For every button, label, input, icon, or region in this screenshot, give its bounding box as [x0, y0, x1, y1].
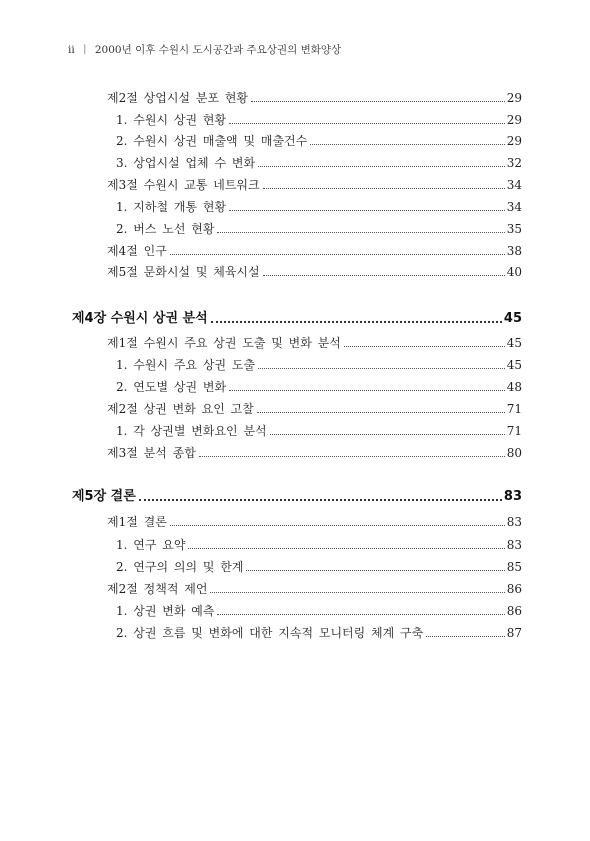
dot-leader	[246, 570, 504, 571]
dot-leader	[211, 321, 502, 323]
dot-leader	[170, 254, 505, 255]
dot-leader	[210, 592, 504, 593]
toc-page-number: 35	[506, 222, 522, 236]
dot-leader	[251, 101, 505, 102]
toc-section-label: 제4절 인구	[107, 244, 167, 258]
toc-page-number: 85	[506, 560, 522, 574]
toc-page-number: 29	[506, 113, 522, 127]
toc-item-label: 1. 상권 변화 예측	[116, 604, 215, 618]
toc-item-label: 2. 연도별 상권 변화	[116, 380, 227, 394]
toc-section-label: 제1절 결론	[107, 515, 167, 529]
toc-item-row	[116, 153, 522, 173]
toc-item-row	[116, 355, 522, 375]
toc-section-row	[107, 443, 522, 463]
dot-leader	[139, 499, 502, 501]
toc-item-row	[116, 623, 522, 643]
dot-leader	[229, 210, 505, 211]
toc-item-row	[116, 377, 522, 397]
toc-item-row	[116, 219, 522, 239]
toc-page-number: 83	[506, 538, 522, 552]
toc-section-row	[107, 579, 522, 599]
dot-leader	[344, 346, 505, 347]
running-header	[68, 42, 341, 58]
toc-page-number: 38	[506, 244, 522, 258]
dot-leader	[310, 144, 505, 145]
toc-section-label: 제2절 상업시설 분포 현황	[107, 91, 248, 105]
toc-page-number: 71	[506, 424, 522, 438]
toc-item-row	[116, 421, 522, 441]
toc-page-number: 87	[506, 626, 522, 640]
toc-item-row	[116, 110, 522, 130]
toc-page-number: 29	[506, 91, 522, 105]
toc-section-label: 제3절 분석 종합	[107, 446, 196, 460]
toc-page-number: 86	[506, 604, 522, 618]
dot-leader	[217, 232, 504, 233]
dot-leader	[426, 636, 505, 637]
document-title: 2000년 이후 수원시 도시공간과 주요상권의 변화양상	[94, 44, 342, 56]
toc-page-number: 34	[506, 178, 522, 192]
toc-page-number: 45	[506, 336, 522, 350]
toc-item-row	[116, 601, 522, 621]
toc-item-label: 1. 각 상권별 변화요인 분석	[116, 424, 267, 438]
toc-section-row	[107, 88, 522, 108]
toc-section-row	[107, 512, 522, 532]
dot-leader	[188, 548, 504, 549]
toc-item-row	[116, 557, 522, 577]
toc-page-number: 83	[506, 515, 522, 529]
dot-leader	[217, 614, 504, 615]
toc-page-number: 40	[506, 265, 522, 279]
toc-page-number: 45	[503, 311, 522, 326]
dot-leader	[170, 525, 505, 526]
toc-page-number: 29	[506, 134, 522, 148]
toc-page-number: 48	[506, 380, 522, 394]
toc-section-label: 제2절 정책적 제언	[107, 582, 208, 596]
dot-leader	[229, 390, 505, 391]
toc-page-number: 71	[506, 402, 522, 416]
toc-item-label: 2. 버스 노선 현황	[116, 222, 215, 236]
toc-page-number: 34	[506, 200, 522, 214]
toc-section-label: 제3절 수원시 교통 네트워크	[107, 178, 260, 192]
dot-leader	[263, 275, 505, 276]
toc-item-label: 2. 상권 흐름 및 변화에 대한 지속적 모니터링 체계 구축	[116, 626, 424, 640]
toc-item-row	[116, 131, 522, 151]
toc-item-row	[116, 197, 522, 217]
dot-leader	[229, 123, 505, 124]
toc-item-row	[116, 535, 522, 555]
dot-leader	[263, 188, 505, 189]
toc-item-label: 1. 지하철 개통 현황	[116, 200, 227, 214]
toc-item-label: 2. 연구의 의의 및 한계	[116, 560, 244, 574]
toc-item-label: 3. 상업시설 업체 수 변화	[116, 156, 256, 170]
toc-section-row	[107, 399, 522, 419]
toc-section-row	[107, 241, 522, 261]
toc-item-label: 1. 연구 요약	[116, 538, 186, 552]
dot-leader	[257, 412, 505, 413]
toc-chapter-row	[72, 487, 522, 507]
toc-page-number: 45	[506, 358, 522, 372]
toc-section-label: 제5절 문화시설 및 체육시설	[107, 265, 260, 279]
toc-item-label: 1. 수원시 주요 상권 도출	[116, 358, 256, 372]
header-separator: ㅣ	[79, 44, 90, 56]
toc-chapter-label: 제4장 수원시 상권 분석	[72, 311, 208, 326]
toc-section-row	[107, 262, 522, 282]
toc-chapter-label: 제5장 결론	[72, 489, 136, 504]
dot-leader	[270, 434, 505, 435]
toc-page-number: 80	[506, 446, 522, 460]
dot-leader	[258, 368, 505, 369]
toc-section-row	[107, 333, 522, 353]
toc-section-label: 제2절 상권 변화 요인 고찰	[107, 402, 254, 416]
toc-page-number: 32	[506, 156, 522, 170]
toc-section-row	[107, 175, 522, 195]
toc-section-label: 제1절 수원시 주요 상권 도출 및 변화 분석	[107, 336, 341, 350]
toc-item-label: 1. 수원시 상권 현황	[116, 113, 227, 127]
toc-page-number: 86	[506, 582, 522, 596]
page-number-roman: ii	[68, 44, 75, 56]
toc-chapter-row	[72, 309, 522, 329]
toc-page-number: 83	[503, 489, 522, 504]
dot-leader	[258, 166, 505, 167]
dot-leader	[199, 456, 505, 457]
toc-item-label: 2. 수원시 상권 매출액 및 매출건수	[116, 134, 308, 148]
